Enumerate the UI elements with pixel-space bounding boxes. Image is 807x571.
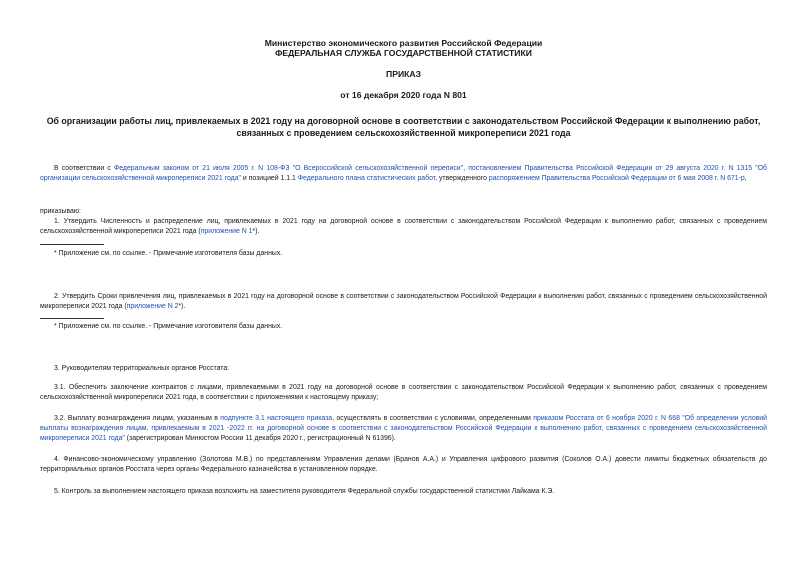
link-government-order[interactable]: распоряжением Правительства Российской Федерации от 6 мая 2008 г. N 671-р <box>488 175 745 182</box>
item-4-paragraph: 4. Финансово-экономическому управлению (Золотова М.В.) по представлениям Управления делами (Бранов А.А.) и Управления цифрового развития (Соколов О.А.) довести лимиты бюджетных обязательств до территориальных органов Росстата через органы Федерального казначейства в установленном порядке. <box>40 456 767 473</box>
document-title-line-2: связанных с проведением сельскохозяйственной микропереписи 2021 года <box>236 128 571 138</box>
preamble-text-2: , <box>463 165 469 172</box>
item-1-paragraph <box>40 217 767 237</box>
preamble-text-5: , <box>744 175 747 182</box>
link-appendix-1[interactable]: приложение N 1 <box>200 228 253 235</box>
item-3-paragraph: 3. Руководителям территориальных органов Росстата: <box>54 365 230 372</box>
footnote-2: * Приложение см. по ссылке. - Примечание изготовителя базы данных. <box>54 323 283 330</box>
link-subparagraph-3-1[interactable]: подпункте 3.1 настоящего приказа <box>220 415 333 422</box>
preamble-text-3: и позицией 1.1.1 <box>240 175 298 182</box>
item-3-2-text-3: (зарегистрирован Минюстом России 11 декабря 2020 г., регистрационный N 61396). <box>124 435 396 442</box>
link-appendix-2[interactable]: приложение N 2 <box>126 303 179 310</box>
item-3-1-paragraph: 3.1. Обеспечить заключение контрактов с лицами, привлекаемыми в 2021 году на договорной основе в соответствии с законодательством Российской Федерации к выполнению работ, связанных с проведением сельскохозяйственной микропереписи 2021 года, в соответствии с приложениями к настоящему приказу; <box>40 384 767 401</box>
orders-word: приказываю: <box>40 208 81 215</box>
item-3-2-paragraph <box>40 414 767 444</box>
document-type: ПРИКАЗ <box>386 69 421 79</box>
document-date-number: от 16 декабря 2020 года N 801 <box>340 90 467 100</box>
link-federal-plan[interactable]: Федерального плана статистических работ <box>297 175 436 182</box>
item-2-text: 2. Утвердить Сроки привлечения лиц, привлекаемых в 2021 году на договорной основе в соответствии с законодательством Российской Федерации к выполнению работ, связанных с проведением сельскохозяйственной микропереписи 2021 года ( <box>40 293 767 310</box>
service-name: ФЕДЕРАЛЬНАЯ СЛУЖБА ГОСУДАРСТВЕННОЙ СТАТИСТИКИ <box>275 48 532 58</box>
footnote-divider <box>40 318 104 319</box>
item-2-paragraph <box>40 292 767 312</box>
link-federal-law[interactable]: Федеральным законом от 21 июля 2005 г. N 108-ФЗ "О Всероссийской сельскохозяйственной переписи" <box>114 165 464 172</box>
ministry-name: Министерство экономического развития Российской Федерации <box>264 38 543 48</box>
item-1-text: 1. Утвердить Численность и распределение лиц, привлекаемых в 2021 году на договорной основе в соответствии с законодательством Российской Федерации к выполнению работ, связанных с проведением сельскохозяйственной микропереписи 2021 года ( <box>40 218 767 235</box>
footnote-1: * Приложение см. по ссылке. - Примечание изготовителя базы данных. <box>54 250 283 257</box>
document-title-line-1: Об организации работы лиц, привлекаемых в 2021 году на договорной основе в соответствии с законодательством Российской Федерации к выполнению работ, <box>46 116 761 126</box>
footnote-divider <box>40 244 104 245</box>
preamble-text-4: , утвержденного <box>435 175 489 182</box>
item-3-2-text-2: , осуществлять в соответствии с условиями, определенными <box>332 415 534 422</box>
preamble-paragraph <box>40 164 767 184</box>
link-government-resolution[interactable]: постановлением Правительства Российской Федерации от 29 августа 2020 г. N 1315 "Об организации сельскохозяйственной микропереписи 2021 года" <box>40 165 767 182</box>
item-1-end: *). <box>252 228 260 235</box>
item-2-end: *). <box>178 303 186 310</box>
link-rosstat-order-668[interactable]: приказом Росстата от 6 ноября 2020 г. N 668 "Об определении условий выплаты вознаграждения лицам, привлекаемым в 2021 -2022 гг. на договорной основе в соответствии с законодательством Российской Федерации к выполнению работ, связанных с проведением сельскохозяйственной микропереписи 2021 года" <box>40 415 768 442</box>
preamble-text-1: В соответствии с <box>54 165 115 172</box>
item-3-2-text-1: 3.2. Выплату вознаграждения лицам, указанным в <box>54 415 221 422</box>
item-5-paragraph: 5. Контроль за выполнением настоящего приказа возложить на заместителя руководителя Федеральной службы государственной статистики Лайкама К.Э. <box>54 488 555 495</box>
